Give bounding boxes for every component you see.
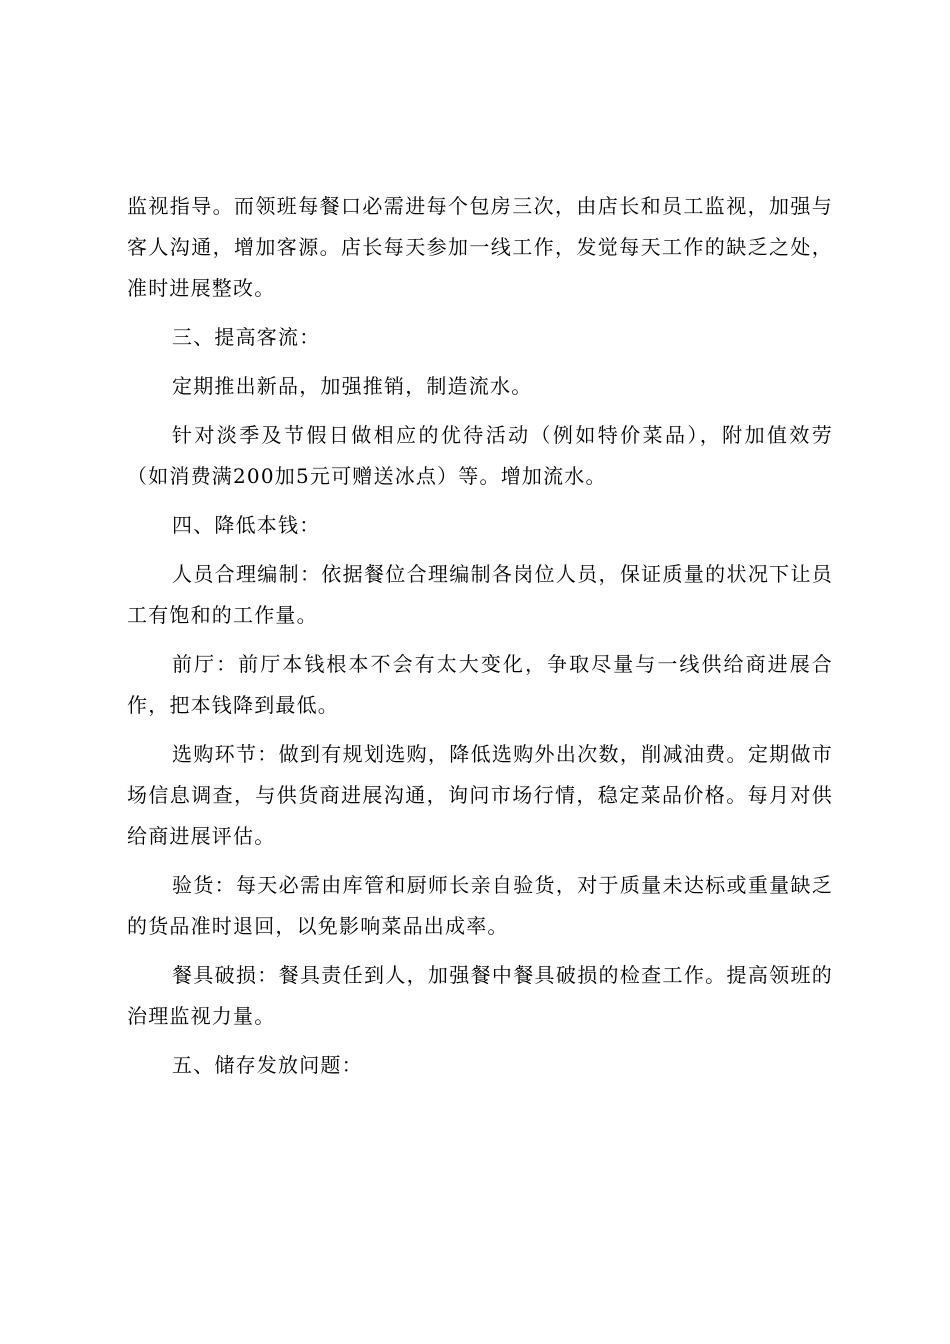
paragraph: 定期推出新品，加强推销，制造流水。 <box>172 374 533 398</box>
paragraph: 选购环节：做到有规划选购，降低选购外出次数，削减油费。定期做市场信息调查，与供货商进展沟通，询问市场行情，稳定菜品价格。每月对供给商进展评估。 <box>127 742 833 848</box>
section-heading-storage: 五、储存发放问题： <box>172 1053 363 1077</box>
paragraph: 人员合理编制：依据餐位合理编制各岗位人员，保证质量的状况下让员工有饱和的工作量。 <box>127 562 833 627</box>
document-body <box>127 186 833 1094</box>
paragraph: 针对淡季及节假日做相应的优待活动（例如特价菜品），附加值效劳（如消费满200加5元可赠送冰点）等。增加流水。 <box>127 423 833 488</box>
paragraph: 餐具破损：餐具责任到人，加强餐中餐具破损的检查工作。提高领班的治理监视力量。 <box>127 963 833 1028</box>
section-heading-increase-traffic: 三、提高客流： <box>172 325 321 349</box>
paragraph: 前厅：前厅本钱根本不会有太大变化，争取尽量与一线供给商进展合作，把本钱降到最低。 <box>127 652 833 717</box>
paragraph: 验货：每天必需由库管和厨师长亲自验货，对于质量未达标或重量缺乏的货品准时退回，以免影响菜品出成率。 <box>127 873 833 938</box>
paragraph-continuation: 监视指导。而领班每餐口必需进每个包房三次，由店长和员工监视，加强与客人沟通，增加客源。店长每天参加一线工作，发觉每天工作的缺乏之处，准时进展整改。 <box>127 194 833 300</box>
section-heading-reduce-cost: 四、降低本钱： <box>172 513 321 537</box>
